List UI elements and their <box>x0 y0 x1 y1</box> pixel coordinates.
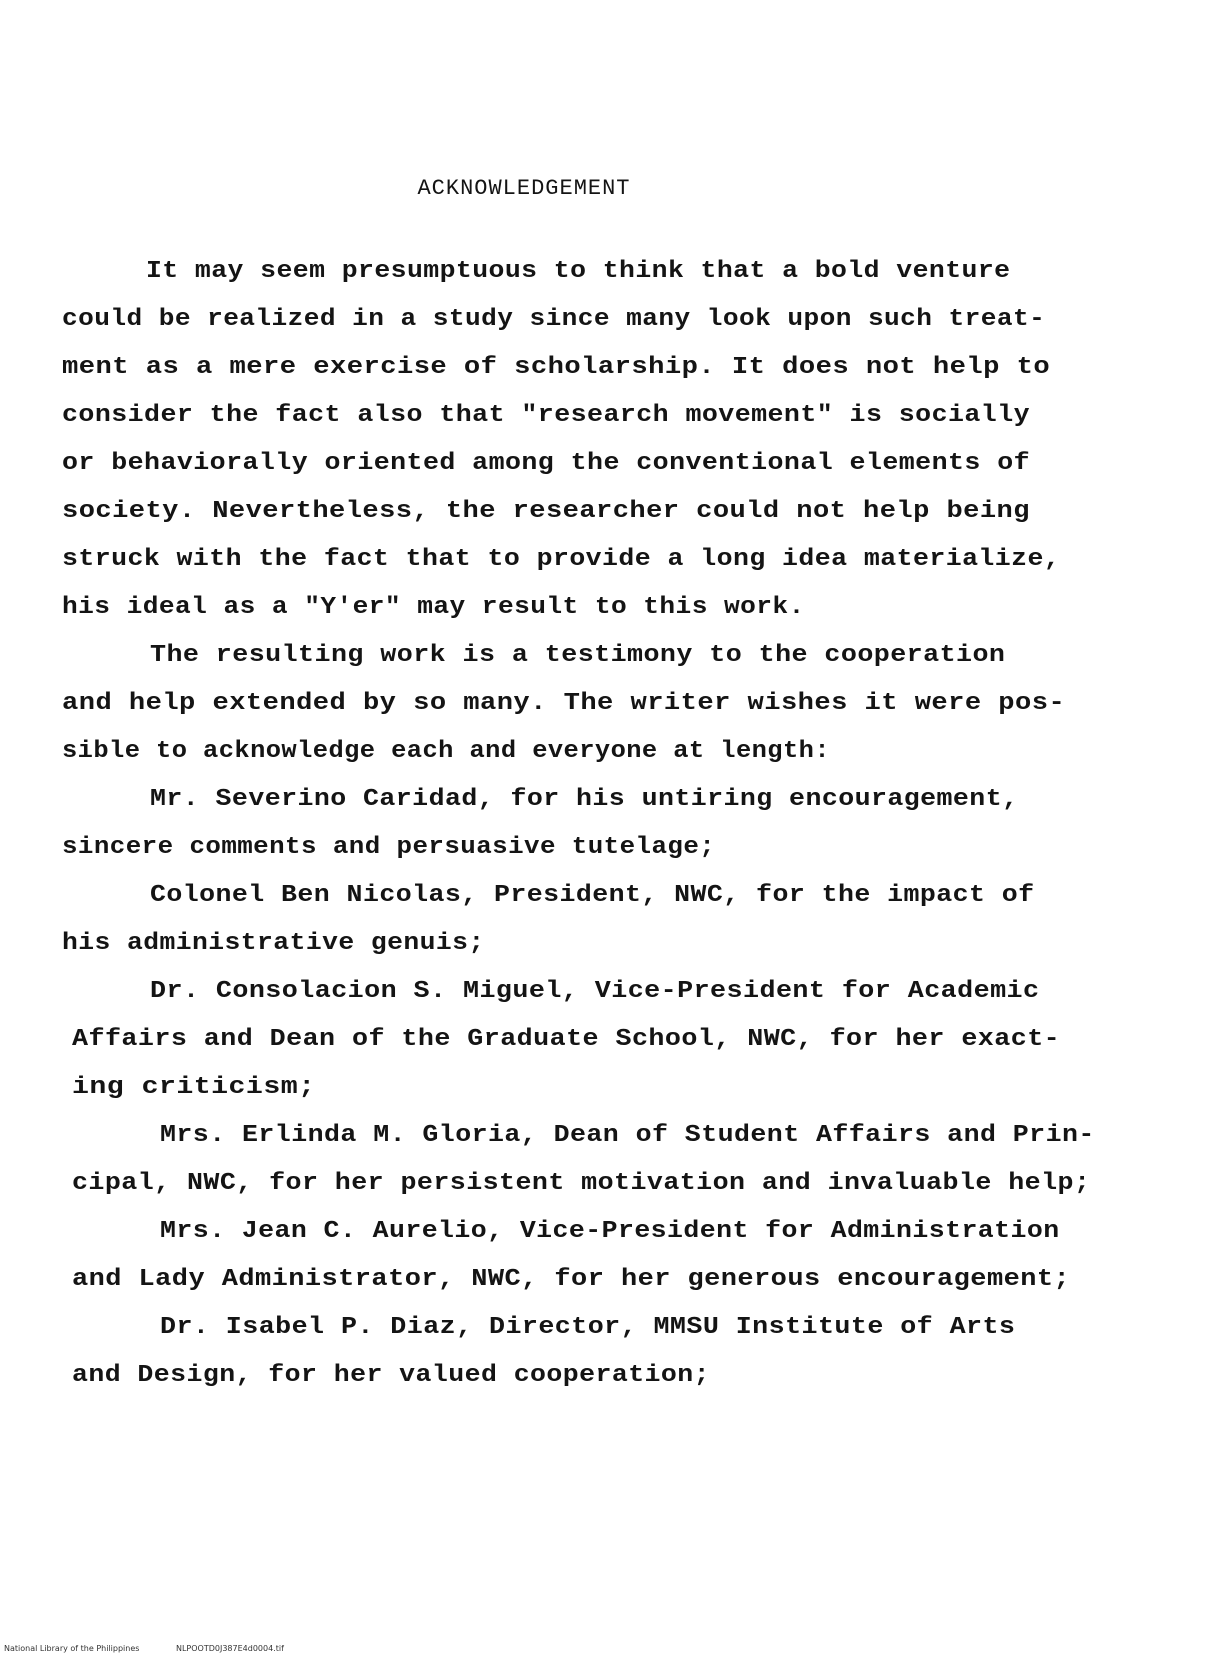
text-line: Mrs. Erlinda M. Gloria, Dean of Student Affairs and Prin- <box>160 1122 1095 1149</box>
text-line: could be realized in a study since many look upon such treat- <box>62 306 1046 333</box>
text-line: his ideal as a "Y'er" may result to this work. <box>62 594 805 621</box>
text-line: It may seem presumptuous to think that a bold venture <box>146 258 1011 285</box>
text-line: Mrs. Jean C. Aurelio, Vice-President for Administration <box>160 1218 1060 1245</box>
text-line: struck with the fact that to provide a long idea materialize, <box>62 546 1061 573</box>
text-line: Affairs and Dean of the Graduate School, NWC, for her exact- <box>72 1026 1061 1053</box>
text-line: or behaviorally oriented among the conventional elements of <box>62 450 1031 477</box>
text-line: ing criticism; <box>72 1074 316 1101</box>
text-line: Mr. Severino Caridad, for his untiring encouragement, <box>150 786 1019 813</box>
document-title: ACKNOWLEDGEMENT <box>417 176 631 201</box>
text-line: sincere comments and persuasive tutelage; <box>62 834 716 861</box>
text-line: and help extended by so many. The writer wishes it were pos- <box>62 690 1066 717</box>
footer-file-id: NLPOOTD0J387E4d0004.tif <box>175 1644 284 1653</box>
text-line: ment as a mere exercise of scholarship. It does not help to <box>62 354 1051 381</box>
text-line: The resulting work is a testimony to the cooperation <box>150 642 1006 669</box>
text-line: Colonel Ben Nicolas, President, NWC, for the impact of <box>150 882 1035 909</box>
text-line: and Lady Administrator, NWC, for her generous encouragement; <box>72 1266 1071 1293</box>
scan-footer <box>4 1644 318 1653</box>
text-line: and Design, for her valued cooperation; <box>72 1362 711 1389</box>
text-line: his administrative genuis; <box>62 930 485 957</box>
text-line: consider the fact also that "research movement" is socially <box>62 402 1031 429</box>
text-line: sible to acknowledge each and everyone at length: <box>62 738 831 765</box>
text-line: society. Nevertheless, the researcher could not help being <box>62 498 1030 525</box>
text-line: Dr. Isabel P. Diaz, Director, MMSU Institute of Arts <box>160 1314 1016 1341</box>
text-line: Dr. Consolacion S. Miguel, Vice-President for Academic <box>150 978 1040 1005</box>
footer-library: National Library of the Philippines <box>4 1644 140 1653</box>
text-line: cipal, NWC, for her persistent motivation and invaluable help; <box>72 1170 1091 1197</box>
